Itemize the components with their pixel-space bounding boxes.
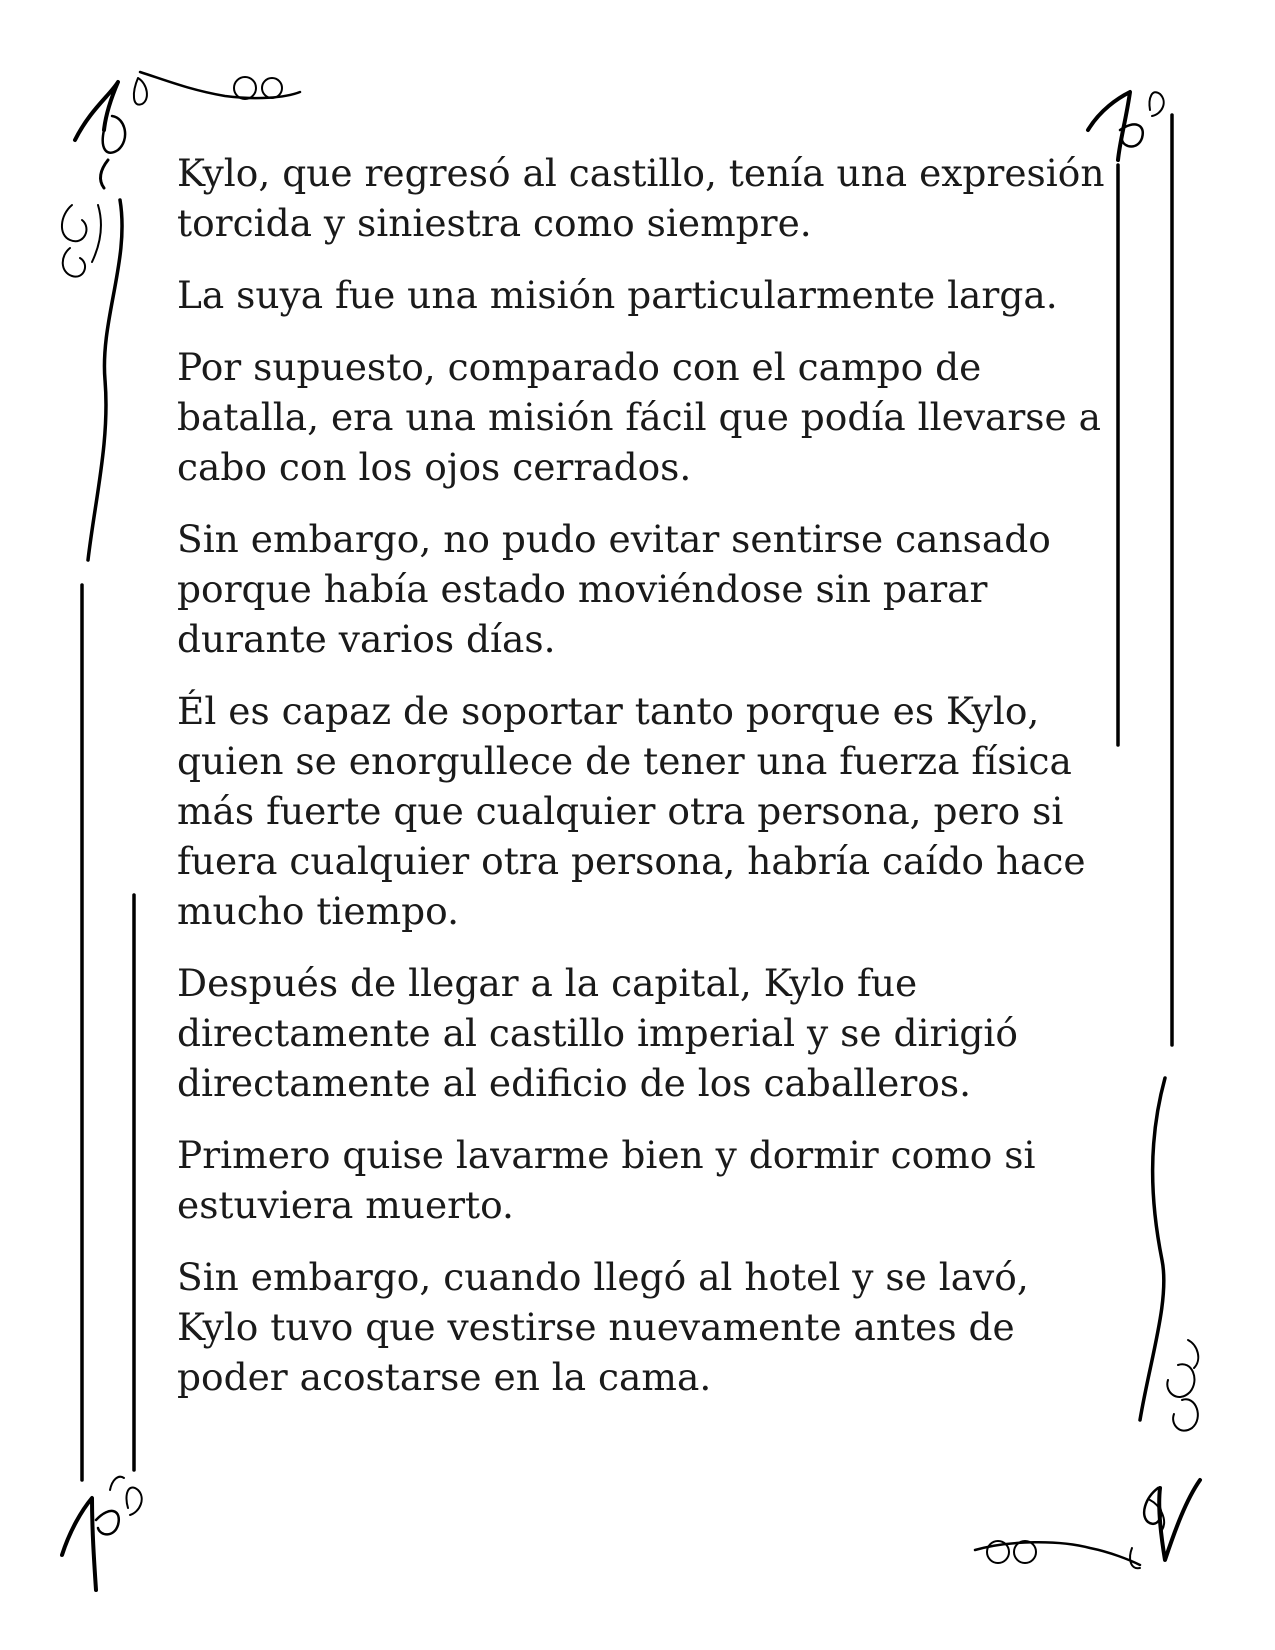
flourish-bottom-left-icon bbox=[62, 1477, 142, 1590]
paragraph: Por supuesto, comparado con el campo de batalla, era una misión fácil que podía llevarse a cabo con los ojos cerrados. bbox=[177, 345, 1102, 489]
paragraph: Kylo, que regresó al castillo, tenía una expresión torcida y siniestra como siempre. bbox=[177, 151, 1105, 245]
paragraph: La suya fue una misión particularmente larga. bbox=[177, 273, 1058, 317]
paragraph: Después de llegar a la capital, Kylo fue directamente al castillo imperial y se dirigió directamente al edificio de los caballeros. bbox=[177, 961, 1018, 1105]
paragraph: Primero quise lavarme bien y dormir como si estuviera muerto. bbox=[177, 1133, 1036, 1227]
paragraph: Sin embargo, no pudo evitar sentirse cansado porque había estado moviéndose sin parar durante varios días. bbox=[177, 517, 1051, 661]
paragraph: Sin embargo, cuando llegó al hotel y se lavó, Kylo tuvo que vestirse nuevamente antes de poder acostarse en la cama. bbox=[177, 1255, 1029, 1399]
paragraph: Él es capaz de soportar tanto porque es Kylo, quien se enorgullece de tener una fuerza física más fuerte que cualquier otra persona, pero si fuera cualquier otra persona, habría caído hace mucho tiempo. bbox=[177, 689, 1086, 933]
chapter-text bbox=[177, 148, 1107, 1424]
